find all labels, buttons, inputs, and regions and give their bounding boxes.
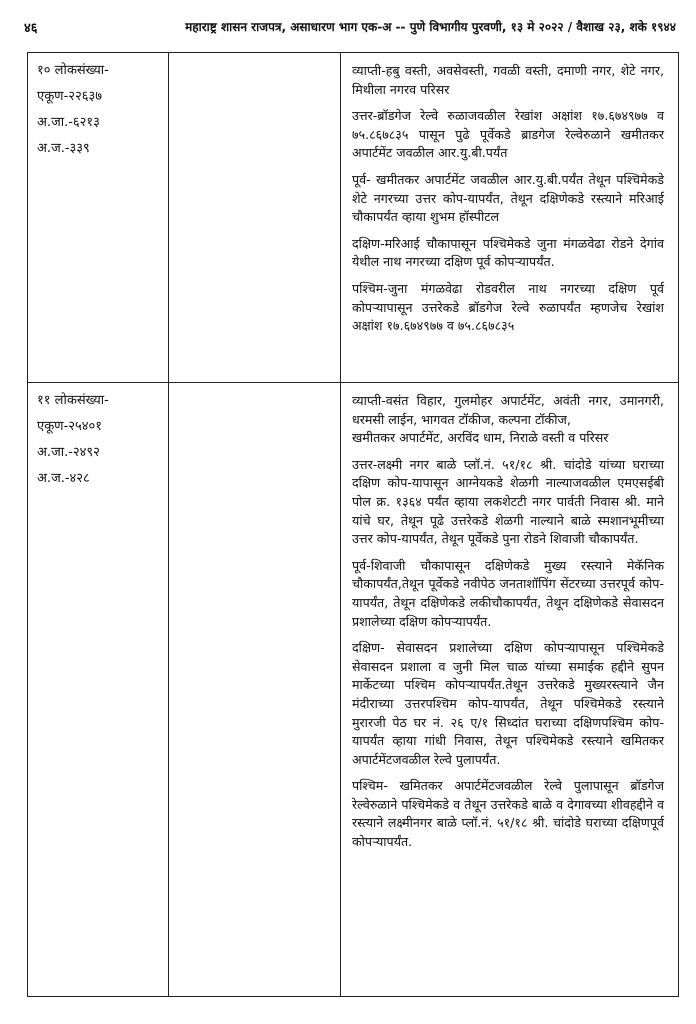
ward-row — [28, 383, 679, 997]
total-population: एकूण-२२६३७ — [37, 89, 103, 104]
ward-boundary-table — [27, 52, 679, 997]
total-population: एकूण-२५४०१ — [37, 419, 103, 434]
st-population: अ.ज.-४२८ — [37, 471, 90, 486]
page-header — [24, 16, 676, 40]
ward-boundary-cell — [341, 383, 679, 997]
coverage-paragraph-continued: खमीतकर अपार्टमेंट, अरविंद धाम, निराळे वस्ती व परिसर — [352, 430, 609, 446]
ward-boundary-cell — [341, 53, 679, 383]
ward-number-label: १० लोकसंख्या- — [37, 63, 109, 78]
page-number: ४६ — [24, 21, 38, 36]
north-boundary-paragraph: उत्तर-ब्रॉडगेज रेल्वे रुळाजवळील रेखांश अक्षांश १७.६७४९७७ व ७५.८६७८३५ पासून पुढे पूर्वेकडे ब्राडगेज रेल्वेरुळाने खमीतकर अपार्टमेंट जवळील आर.यु.बी.पर्यंत — [352, 108, 664, 161]
ward-row — [28, 53, 679, 383]
east-boundary-paragraph: पूर्व- खमीतकर अपार्टमेंट जवळील आर.यु.बी.पर्यंत तेथून पश्चिमेकडे शेटे नगरच्या उत्तर कोप-यापर्यंत, तेथून दक्षिणेकडे रस्त्याने मरिआई चौकापर्यंत व्हाया शुभम हॉस्पीटल — [352, 171, 664, 225]
sc-population: अ.जा.-६२१३ — [37, 115, 100, 130]
west-boundary-paragraph: पश्चिम- खमितकर अपार्टमेंटजवळील रेल्वे पुलापासून ब्रॉडगेज रेल्वेरुळाने पश्चिमेकडे व तेथून उत्तरेकडे बाळे व देगावच्या शीवहद्दीने व रस्त्याने लक्ष्मीनगर बाळे प्लॉ.नं. ५१/१८ श्री. चांदोडे घराच्या दक्षिणपूर्व कोपऱ्यापर्यंत. — [352, 778, 664, 850]
east-boundary-paragraph: पूर्व-शिवाजी चौकापासून दक्षिणेकडे मुख्य रस्त्याने मेकॅनिक चौकापर्यंत,तेथून पूर्वेकडे नवीपेठ जनताशॉपिंग सेंटरच्या उत्तरपूर्व कोप-यापर्यंत, तेथून दक्षिणेकडे लकीचौकापर्यंत, तेथून दक्षिणेकडे सेवासदन प्रशालेच्या दक्षिण कोपऱ्यापर्यंत. — [352, 557, 664, 629]
ward-number-label: ११ लोकसंख्या- — [37, 393, 109, 408]
coverage-paragraph: व्याप्ती-वसंत विहार, गुलमोहर अपार्टमेंट, अवंती नगर, उमानगरी, धरमसी लाईन, भागवत टॉकीज, कल्पना टॉकीज, — [352, 393, 664, 427]
south-boundary-paragraph: दक्षिण- सेवासदन प्रशालेच्या दक्षिण कोपऱ्यापासून पश्चिमेकडे सेवासदन प्रशाला व जुनी मिल चाळ यांच्या समाईक हद्दीने सुपन मार्केटच्या पश्चिम कोपऱ्यापर्यंत.तेथून उत्तरेकडे मुख्यरस्त्याने जैन मंदीराच्या उत्तरपश्चिम कोप-यापर्यंत, तेथून पश्चिमेकडे रस्त्याने मुरारजी पेठ घर नं. २६ ए/१ सिध्दांत घराच्या दक्षिणपश्चिम कोप-यापर्यंत व्हाया गांधी निवास, तेथून पश्चिमेकडे रस्त्याने खमितकर अपार्टमेंटजवळील रेल्वे पुलापर्यंत. — [352, 640, 664, 767]
sc-population: अ.जा.-२४९२ — [37, 445, 100, 460]
ward-population-cell — [28, 53, 169, 383]
gazette-header-title: महाराष्ट्र शासन राजपत्र, असाधारण भाग एक-अ -- पुणे विभागीय पुरवणी, १३ मे २०२२ / वैशाख २३, शके १९४४ — [185, 20, 676, 34]
st-population: अ.ज.-३३९ — [37, 141, 90, 156]
west-boundary-paragraph: पश्चिम-जुना मंगळवेढा रोडवरील नाथ नगरच्या दक्षिण पूर्व कोपऱ्यापासून उत्तरेकडे ब्रॉडगेज रेल्वे रुळापर्यंत म्हणजेच रेखांश अक्षांश १७.६७४९७७ व ७५.८६७८३५ — [352, 280, 664, 334]
ward-population-cell — [28, 383, 169, 997]
empty-cell — [169, 383, 341, 997]
south-boundary-paragraph: दक्षिण-मरिआई चौकापासून पश्चिमेकडे जुना मंगळवेढा रोडने देगांव येथील नाथ नगरच्या दक्षिण पूर्व कोपऱ्यापर्यंत. — [352, 235, 664, 270]
empty-cell — [169, 53, 341, 383]
north-boundary-paragraph: उत्तर-लक्ष्मी नगर बाळे प्लॉ.नं. ५१/१८ श्री. चांदोडे यांच्या घराच्या दक्षिण कोप-यापासून आग्नेयकडे शेळगी नाल्याजवळील एमएसईबी पोल क्र. १३६४ पर्यंत व्हाया लकशेटटी नगर पार्वती निवास श्री. माने यांचे घर, तेथून पूढे उत्तरेकडे शेळगी नाल्याने बाळे स्मशानभूमीच्या उत्तर कोप-यापर्यंत, तेथून पूर्वेकडे पुना रोडने शिवाजी चौकापर्यंत. — [352, 456, 664, 547]
coverage-paragraph: व्याप्ती-हबु वस्ती, अवसेवस्ती, गवळी वस्ती, दमाणी नगर, शेटे नगर, मिथीला नगरव परिसर — [352, 63, 664, 97]
